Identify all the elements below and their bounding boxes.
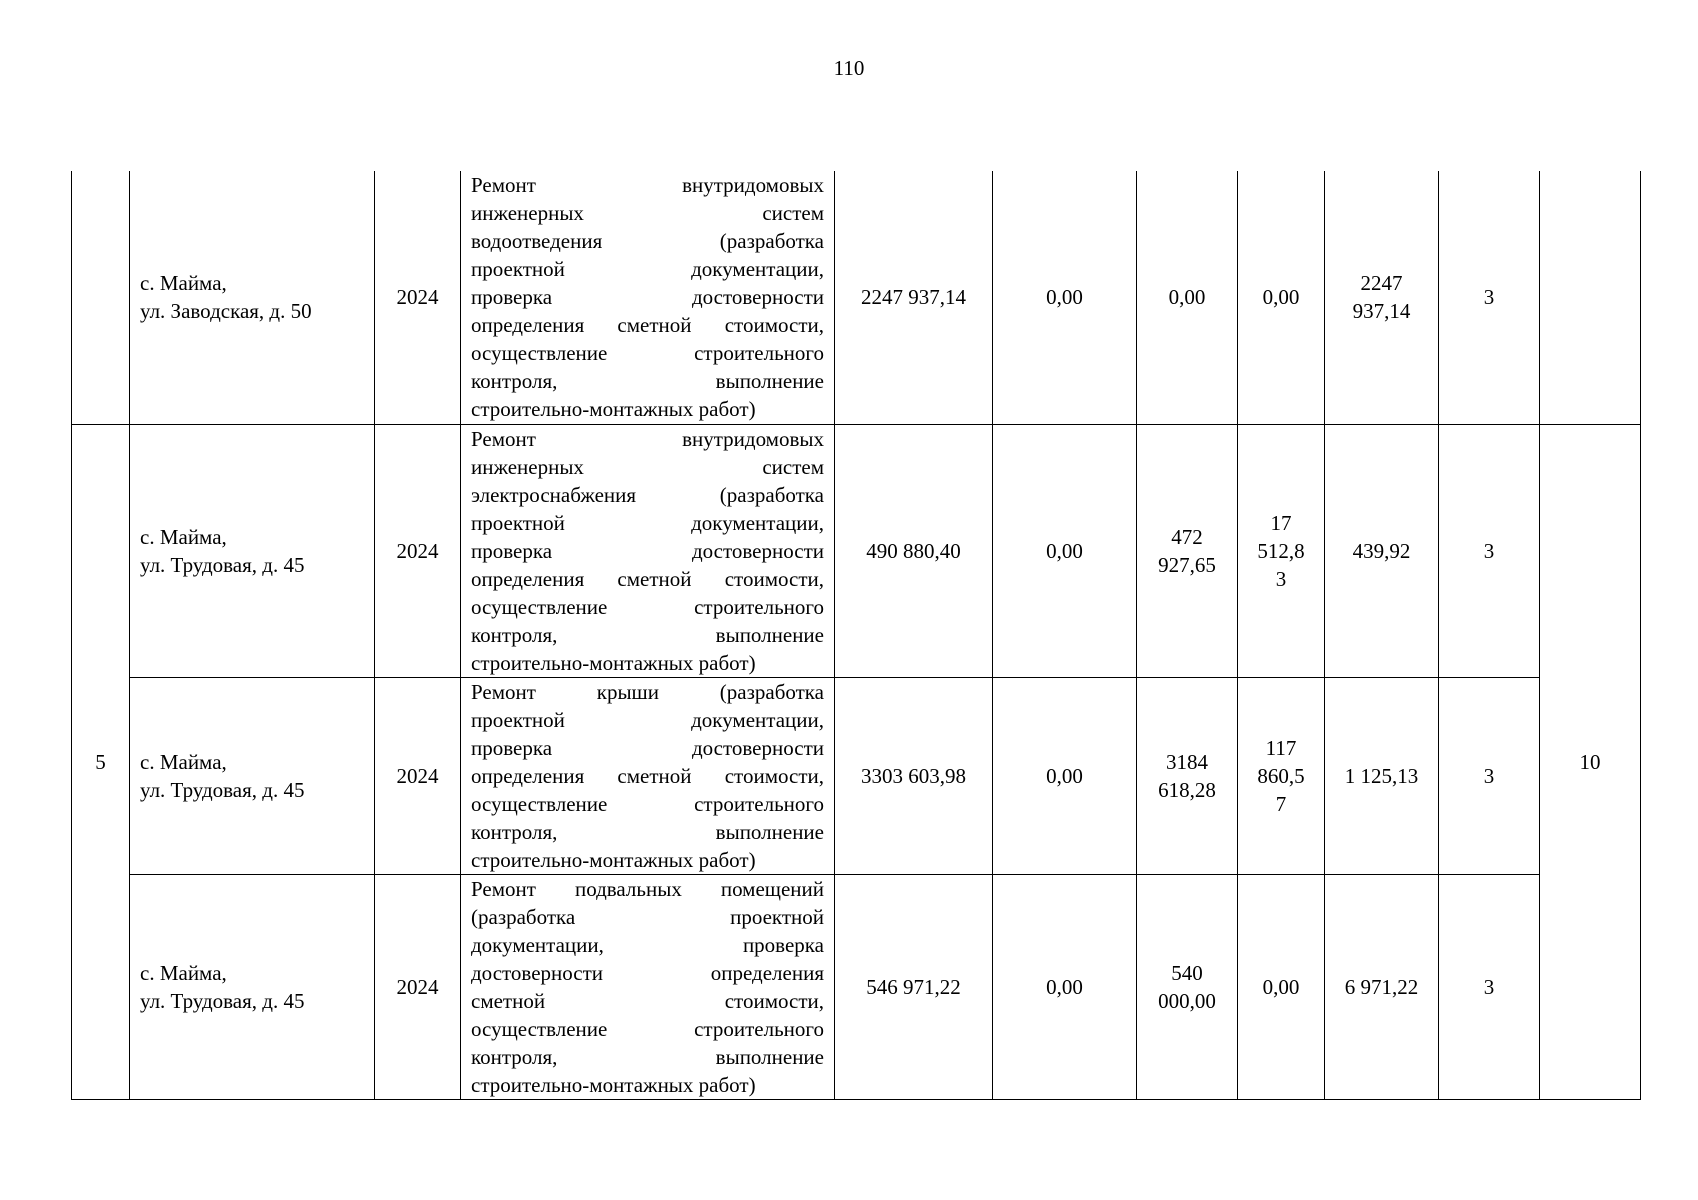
work-line: проверка достоверности bbox=[471, 285, 824, 310]
type-cell: 3 bbox=[1439, 171, 1540, 424]
year-cell: 2024 bbox=[375, 424, 461, 677]
work-line: строительно-монтажных работ) bbox=[471, 847, 756, 872]
value-line: 540 bbox=[1171, 960, 1203, 985]
work-line: осуществление строительного bbox=[471, 791, 824, 816]
work-line: достоверности определения bbox=[471, 960, 824, 985]
funding-cell bbox=[1137, 677, 1238, 874]
work-line: строительно-монтажных работ) bbox=[471, 650, 756, 675]
address-street: ул. Заводская, д. 50 bbox=[140, 299, 312, 324]
work-line: проектной документации, bbox=[471, 510, 824, 535]
funding-cell: 1 125,13 bbox=[1325, 677, 1439, 874]
table-row bbox=[72, 171, 1641, 424]
value-line: 937,14 bbox=[1352, 299, 1411, 324]
address-settlement: с. Майма, bbox=[140, 524, 227, 549]
value-line: 3 bbox=[1275, 566, 1287, 591]
group-total-cell: 10 bbox=[1540, 424, 1641, 1099]
address-street: ул. Трудовая, д. 45 bbox=[140, 988, 305, 1013]
funding-cell: 0,00 bbox=[993, 874, 1137, 1099]
total-cost-cell: 3303 603,98 bbox=[835, 677, 993, 874]
address-cell bbox=[130, 677, 375, 874]
address-street: ул. Трудовая, д. 45 bbox=[140, 777, 305, 802]
value-line: 117 bbox=[1265, 735, 1297, 760]
page-number: 110 bbox=[833, 56, 865, 80]
funding-cell: 439,92 bbox=[1325, 424, 1439, 677]
work-description-cell bbox=[461, 874, 835, 1099]
table-row bbox=[72, 677, 1641, 874]
value-line: 472 bbox=[1171, 524, 1203, 549]
funding-cell bbox=[1137, 424, 1238, 677]
value-line: 2247 bbox=[1360, 271, 1403, 296]
work-line: осуществление строительного bbox=[471, 1016, 824, 1041]
repair-program-table bbox=[71, 171, 1641, 1100]
work-description-cell bbox=[461, 677, 835, 874]
type-cell: 3 bbox=[1439, 677, 1540, 874]
row-number-cell bbox=[72, 171, 130, 424]
type-cell: 3 bbox=[1439, 424, 1540, 677]
table-row bbox=[72, 874, 1641, 1099]
work-line: водоотведения (разработка bbox=[471, 229, 824, 254]
funding-cell: 6 971,22 bbox=[1325, 874, 1439, 1099]
work-description-cell bbox=[461, 424, 835, 677]
work-description-cell bbox=[461, 171, 835, 424]
table-row bbox=[72, 424, 1641, 677]
year-cell: 2024 bbox=[375, 677, 461, 874]
work-line: электроснабжения (разработка bbox=[471, 482, 824, 507]
value-line: 17 bbox=[1270, 510, 1292, 535]
work-line: документации, проверка bbox=[471, 932, 824, 957]
total-cost-cell: 490 880,40 bbox=[835, 424, 993, 677]
work-line: определения сметной стоимости, bbox=[471, 566, 824, 591]
work-line: проверка достоверности bbox=[471, 735, 824, 760]
total-cost-cell: 546 971,22 bbox=[835, 874, 993, 1099]
work-line: определения сметной стоимости, bbox=[471, 763, 824, 788]
work-line: проверка достоверности bbox=[471, 538, 824, 563]
address-settlement: с. Майма, bbox=[140, 749, 227, 774]
year-cell: 2024 bbox=[375, 171, 461, 424]
address-cell bbox=[130, 171, 375, 424]
funding-cell bbox=[1137, 874, 1238, 1099]
work-line: контроля, выполнение bbox=[471, 369, 824, 394]
total-count-cell bbox=[1540, 171, 1641, 424]
value-line: 512,8 bbox=[1257, 538, 1305, 563]
value-line: 618,28 bbox=[1158, 777, 1216, 802]
work-line: определения сметной стоимости, bbox=[471, 313, 824, 338]
work-line: сметной стоимости, bbox=[471, 988, 824, 1013]
funding-cell: 0,00 bbox=[1238, 874, 1325, 1099]
work-line: проектной документации, bbox=[471, 707, 824, 732]
funding-cell bbox=[1238, 677, 1325, 874]
work-line: контроля, выполнение bbox=[471, 819, 824, 844]
funding-cell: 0,00 bbox=[1238, 171, 1325, 424]
address-cell bbox=[130, 874, 375, 1099]
funding-cell bbox=[1238, 424, 1325, 677]
funding-cell bbox=[1325, 171, 1439, 424]
work-line: строительно-монтажных работ) bbox=[471, 397, 756, 422]
address-settlement: с. Майма, bbox=[140, 271, 227, 296]
funding-cell: 0,00 bbox=[1137, 171, 1238, 424]
work-line: (разработка проектной bbox=[471, 904, 824, 929]
work-line: Ремонт внутридомовых bbox=[471, 173, 824, 198]
year-cell: 2024 bbox=[375, 874, 461, 1099]
address-cell bbox=[130, 424, 375, 677]
work-line: контроля, выполнение bbox=[471, 1044, 824, 1069]
funding-cell: 0,00 bbox=[993, 171, 1137, 424]
work-line: Ремонт внутридомовых bbox=[471, 426, 824, 451]
work-line: контроля, выполнение bbox=[471, 622, 824, 647]
work-line: проектной документации, bbox=[471, 257, 824, 282]
value-line: 927,65 bbox=[1158, 552, 1216, 577]
work-line: инженерных систем bbox=[471, 201, 824, 226]
funding-cell: 0,00 bbox=[993, 677, 1137, 874]
work-line: строительно-монтажных работ) bbox=[471, 1072, 756, 1097]
work-line: Ремонт крыши (разработка bbox=[471, 679, 824, 704]
value-line: 7 bbox=[1275, 791, 1287, 816]
address-street: ул. Трудовая, д. 45 bbox=[140, 552, 305, 577]
funding-cell: 0,00 bbox=[993, 424, 1137, 677]
work-line: осуществление строительного bbox=[471, 594, 824, 619]
group-number-cell: 5 bbox=[72, 424, 130, 1099]
value-line: 3184 bbox=[1166, 749, 1208, 774]
total-cost-cell: 2247 937,14 bbox=[835, 171, 993, 424]
work-line: инженерных систем bbox=[471, 454, 824, 479]
value-line: 860,5 bbox=[1257, 763, 1305, 788]
work-line: Ремонт подвальных помещений bbox=[471, 876, 824, 901]
value-line: 000,00 bbox=[1158, 988, 1216, 1013]
type-cell: 3 bbox=[1439, 874, 1540, 1099]
work-line: осуществление строительного bbox=[471, 341, 824, 366]
address-settlement: с. Майма, bbox=[140, 960, 227, 985]
